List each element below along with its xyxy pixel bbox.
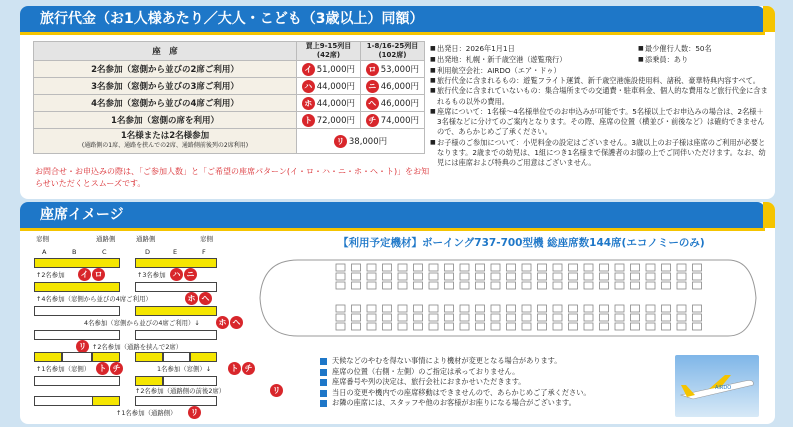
seat <box>646 273 655 280</box>
seat-section-title: 座席イメージ <box>20 202 765 228</box>
seat <box>693 273 702 280</box>
info-list-right: ■ 最少催行人数：50名 ■ 添乗員：あり <box>638 43 768 65</box>
pattern-badge: イ <box>302 63 315 76</box>
seat <box>383 264 392 271</box>
seat <box>336 264 345 271</box>
seat <box>662 305 671 312</box>
seat <box>507 264 516 271</box>
seat <box>677 273 686 280</box>
seat <box>615 314 624 321</box>
seat <box>460 264 469 271</box>
seat <box>414 314 423 321</box>
seat <box>553 282 562 289</box>
seat <box>538 314 547 321</box>
seat <box>460 314 469 321</box>
seat <box>553 305 562 312</box>
seat <box>584 323 593 330</box>
seat <box>693 264 702 271</box>
seat <box>336 282 345 289</box>
seat <box>460 323 469 330</box>
seat <box>414 305 423 312</box>
seat <box>569 273 578 280</box>
seat <box>569 314 578 321</box>
table-row: 2名参加（窓側から並びの2席ご利用） イ 51,000円 ロ 53,000円 <box>34 61 425 78</box>
seat <box>445 314 454 321</box>
seat <box>367 305 376 312</box>
seat <box>507 323 516 330</box>
seat <box>491 282 500 289</box>
seat <box>491 264 500 271</box>
seat <box>460 273 469 280</box>
seat <box>615 323 624 330</box>
seat <box>398 305 407 312</box>
table-row: 3名参加（窓側から並びの3席ご利用） ハ 44,000円 ニ 46,000円 <box>34 78 425 95</box>
seat <box>367 323 376 330</box>
seat <box>553 323 562 330</box>
seat <box>476 314 485 321</box>
airplane-icon <box>675 355 759 417</box>
seat <box>414 323 423 330</box>
seat <box>460 282 469 289</box>
price-table <box>33 41 425 154</box>
seat <box>383 323 392 330</box>
seat <box>631 323 640 330</box>
seat <box>429 314 438 321</box>
seat <box>352 282 361 289</box>
seat <box>476 305 485 312</box>
seat <box>631 273 640 280</box>
pattern-badge: ヘ <box>366 97 379 110</box>
seat <box>662 282 671 289</box>
aircraft-seat-map <box>258 250 758 346</box>
seat <box>414 273 423 280</box>
seat <box>600 314 609 321</box>
notes-list: 天候などのやむを得ない事情により機材が変更となる場合があります。 座席の位置（右側・左側）のご指定は承っておりません。 座席番号や列の決定は、旅行会社におまかせいただきます。 当日の変更や機内での座席移動はできませんので、あらかじめご了承ください。 お隣の座席には、スタッフや他のお客様がお座りになる場合がございます。 <box>320 356 591 409</box>
seat <box>631 282 640 289</box>
seat <box>522 264 531 271</box>
seat <box>538 273 547 280</box>
seat <box>491 314 500 321</box>
seat <box>600 264 609 271</box>
seat <box>414 264 423 271</box>
seat <box>429 273 438 280</box>
seat <box>646 264 655 271</box>
seat <box>569 264 578 271</box>
seat <box>631 264 640 271</box>
seat <box>569 282 578 289</box>
seat <box>584 314 593 321</box>
seat <box>507 305 516 312</box>
seat <box>584 264 593 271</box>
seat <box>352 305 361 312</box>
seat <box>336 314 345 321</box>
seat <box>646 323 655 330</box>
seat <box>383 282 392 289</box>
seat-header: 座 席 <box>34 42 297 61</box>
seat <box>584 305 593 312</box>
seat <box>367 264 376 271</box>
aircraft-title: 【利用予定機材】ボーイング737-700型機 総座席数144席(エコノミーのみ) <box>338 237 705 249</box>
table-row: 1名参加（窓側の席を利用） ト 72,000円 チ 74,000円 <box>34 112 425 129</box>
seat <box>491 305 500 312</box>
table-row: 4名参加（窓側から並びの4席ご利用） ホ 44,000円 ヘ 46,000円 <box>34 95 425 112</box>
seat <box>631 314 640 321</box>
seat <box>553 264 562 271</box>
seat <box>677 305 686 312</box>
table-row: 1名様または2名様参加 (通路側の1席、通路を挟んでの2席、通路側前後列の2席利用) リ 38,000円 <box>34 129 425 154</box>
seat <box>336 323 345 330</box>
pattern-badge: リ <box>334 135 347 148</box>
header-stripe <box>763 202 775 228</box>
seat <box>367 314 376 321</box>
seat <box>383 273 392 280</box>
seat <box>429 305 438 312</box>
seat <box>445 264 454 271</box>
seat <box>336 273 345 280</box>
seat <box>352 273 361 280</box>
seat <box>584 273 593 280</box>
seat <box>538 282 547 289</box>
seat <box>398 323 407 330</box>
seat <box>693 305 702 312</box>
seat <box>646 305 655 312</box>
seat <box>352 323 361 330</box>
seat <box>538 323 547 330</box>
price-panel <box>20 6 775 199</box>
seat <box>615 282 624 289</box>
seat <box>522 273 531 280</box>
seat <box>522 282 531 289</box>
seat-pattern-diagram: 窓側 通路側 通路側 窓側 A B C D E F ↑2名参加 イ ロ ↑3名参加 ハ ニ ↑4名参加（窓側から並びの4席ご利用） ホ ヘ 4名参加（窓側から並びの4席ご利用）↓ ホ ヘ リ ↑2名参加（通路を挟んで2席） ↑1名参加（窓側） ト チ 1名参加（窓側）↓ ト チ ↑2名参加（通路側の前後2席） リ ↑1名参加（通路側） リ <box>20 202 310 424</box>
seat <box>662 273 671 280</box>
seat <box>631 305 640 312</box>
seat <box>677 264 686 271</box>
seat <box>693 282 702 289</box>
seat <box>398 314 407 321</box>
seat <box>538 305 547 312</box>
seat <box>646 282 655 289</box>
seat <box>491 273 500 280</box>
seat <box>476 323 485 330</box>
pattern-badge: ニ <box>366 80 379 93</box>
seat <box>600 273 609 280</box>
pattern-badge: チ <box>366 114 379 127</box>
seat <box>600 323 609 330</box>
seat <box>584 282 593 289</box>
seat <box>507 273 516 280</box>
pattern-badge: ト <box>302 114 315 127</box>
seat <box>569 305 578 312</box>
seat <box>677 282 686 289</box>
seat <box>429 264 438 271</box>
seat <box>445 305 454 312</box>
seat <box>615 305 624 312</box>
seat <box>677 323 686 330</box>
seat <box>367 282 376 289</box>
seat <box>677 314 686 321</box>
seat <box>522 314 531 321</box>
seat <box>615 264 624 271</box>
seat <box>445 273 454 280</box>
seat <box>662 323 671 330</box>
seat <box>383 314 392 321</box>
seat <box>429 323 438 330</box>
seat-panel <box>20 202 775 424</box>
seat <box>522 305 531 312</box>
seat <box>522 323 531 330</box>
seat <box>507 314 516 321</box>
seat <box>615 273 624 280</box>
seat <box>693 323 702 330</box>
seat <box>352 314 361 321</box>
seat <box>600 282 609 289</box>
seat <box>476 264 485 271</box>
seat <box>553 273 562 280</box>
seat <box>491 323 500 330</box>
seat <box>662 264 671 271</box>
seat <box>693 314 702 321</box>
info-list-details: ■ 旅行代金に含まれるもの：遊覧フライト運賃、新千歳空港施設使用料、諸税、豪華特典内容すべて。 ■ 旅行代金に含まれていないもの：集合場所までの交通費・駐車料金、個人的な費用など旅行代金に含まれるもの以外の費用。 ■ 座席について：1名様～4名様単位でのお申込みが可能です。5名様以上でお申込みの場合は、2名様＋3名様などに分けてのご案内となります。その際、座席の位置（横並び・前後など）は確約できませんので、あらかじめご了承ください。 ■ お子様のご参加について：小児料金の設定はございません。3歳以上のお子様は座席のご利用が必要となります。2歳までの幼児は、1組につき1名様まで保護者のお膝の上でご同伴いただけます。なお、幼児には座席および特典のご用意はございません。 <box>430 76 768 169</box>
seat <box>538 264 547 271</box>
price-header-2: 1-8/16-25列目 (102席) <box>361 42 425 61</box>
seat <box>398 264 407 271</box>
seat <box>507 282 516 289</box>
seat <box>646 314 655 321</box>
header-stripe <box>763 6 775 32</box>
pattern-badge: ハ <box>302 80 315 93</box>
seat <box>600 305 609 312</box>
seat <box>398 282 407 289</box>
seat <box>414 282 423 289</box>
seat <box>662 314 671 321</box>
seat <box>476 282 485 289</box>
seat <box>367 273 376 280</box>
info-list-left: ■ 出発日：2026年1月1日 ■ 出発地：札幌・新千歳空港（遊覧飛行） ■ 利用航空会社：AIRDO（エア・ドゥ） <box>430 43 635 76</box>
seat <box>553 314 562 321</box>
pattern-badge: ホ <box>302 97 315 110</box>
seat <box>476 273 485 280</box>
seat <box>398 273 407 280</box>
svg-text:AIRDO: AIRDO <box>715 385 732 391</box>
airplane-photo <box>675 355 759 417</box>
price-section-title: 旅行代金（お1人様あたり／大人・こども（3歳以上）同額） <box>20 6 765 32</box>
seat <box>383 305 392 312</box>
pattern-badge: ロ <box>366 63 379 76</box>
price-header-1: 買上9-15列目 (42席) <box>297 42 361 61</box>
seat <box>445 282 454 289</box>
seat <box>460 305 469 312</box>
seat <box>336 305 345 312</box>
seat <box>445 323 454 330</box>
inquiry-note: お問合せ・お申込みの際は、「ご参加人数」と「ご希望の座席パターン(イ・ロ・ハ・ニ・ホ・ヘ・ト)」をお知らせいただくとスムーズです。 <box>35 167 430 188</box>
seat <box>569 323 578 330</box>
seat <box>429 282 438 289</box>
seat <box>352 264 361 271</box>
